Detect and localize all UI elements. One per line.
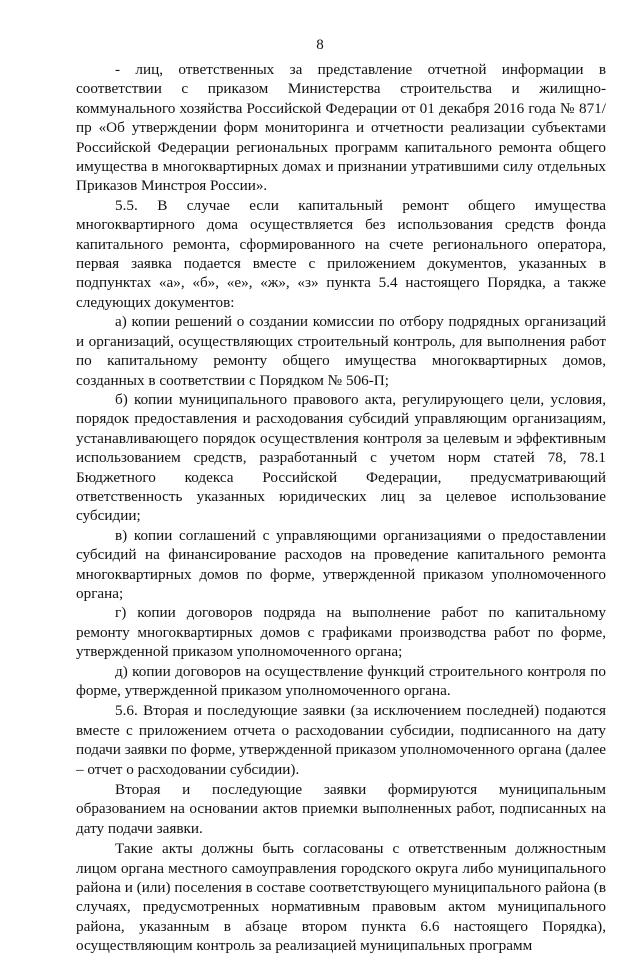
paragraph-acts-approval: Такие акты должны быть согласованы с ответственным должностным лицом органа местного самоуправления городского округа либо муниципального района и (или) поселения в составе соответствующего муниципального района (в случаях, предусмотренных нормативным правовым актом муниципального района, указанным в абзаце втором пункта 6.6 настоящего Порядка), осуществляющим контроль за реализацией муниципальных программ <box>76 840 606 955</box>
paragraph-item-a: а) копии решений о создании комиссии по отбору подрядных организаций и организаций, осуществляющих строительный контроль, для выполнения работ по капитальному ремонту общего имущества многоквартирных домов, созданных в соответствии с Порядком № 506-П; <box>76 313 606 389</box>
paragraph-item-g: г) копии договоров подряда на выполнение работ по капитальному ремонту многоквартирных домов с графиками производства работ по форме, утвержденной приказом уполномоченного органа; <box>76 604 606 661</box>
paragraph-item-b: б) копии муниципального правового акта, регулирующего цели, условия, порядок предоставления и расходования субсидий управляющим организациям, устанавливающего порядок осуществления контроля за целевым и эффективным использованием средств, разработанный с учетом норм статей 78, 78.1 Бюджетного кодекса Российской Федерации, предусматривающий ответственность указанных юридических лиц за целевое использование субсидии; <box>76 390 606 525</box>
paragraph-responsible-persons: - лиц, ответственных за представление отчетной информации в соответствии с приказом Министерства строительства и жилищно-коммунального хозяйства Российской Федерации от 01 декабря 2016 года № 871/пр «Об утверждении форм мониторинга и отчетности реализации субъектами Российской Федерации региональных программ капитального ремонта общего имущества в многоквартирных домах и признании утратившими силу отдельных Приказов Минстроя России». <box>76 61 606 195</box>
paragraph-item-v: в) копии соглашений с управляющими организациями о предоставлении субсидий на финансирование расходов на проведение капитального ремонта многоквартирных домов по форме, утвержденной приказом уполномоченного органа; <box>76 526 606 602</box>
paragraph-second-requests: Вторая и последующие заявки формируются муниципальным образованием на основании актов приемки выполненных работ, подписанных на дату подачи заявки. <box>76 781 606 837</box>
document-body <box>76 60 606 956</box>
paragraph-5-6: 5.6. Вторая и последующие заявки (за исключением последней) подаются вместе с приложением отчета о расходовании субсидии, подписанного на дату подачи заявки по форме, утвержденной приказом уполномоченного органа (далее – отчет о расходовании субсидии). <box>76 702 606 778</box>
paragraph-item-d: д) копии договоров на осуществление функций строительного контроля по форме, утвержденной приказом уполномоченного органа. <box>76 662 606 699</box>
paragraph-5-5: 5.5. В случае если капитальный ремонт общего имущества многоквартирного дома осуществляется без использования средств фонда капитального ремонта, сформированного на счете регионального оператора, первая заявка подается вместе с приложением документов, указанных в подпунктах «а», «б», «е», «ж», «з» пункта 5.4 настоящего Порядка, а также следующих документов: <box>76 196 606 311</box>
page-number: 8 <box>316 37 324 53</box>
